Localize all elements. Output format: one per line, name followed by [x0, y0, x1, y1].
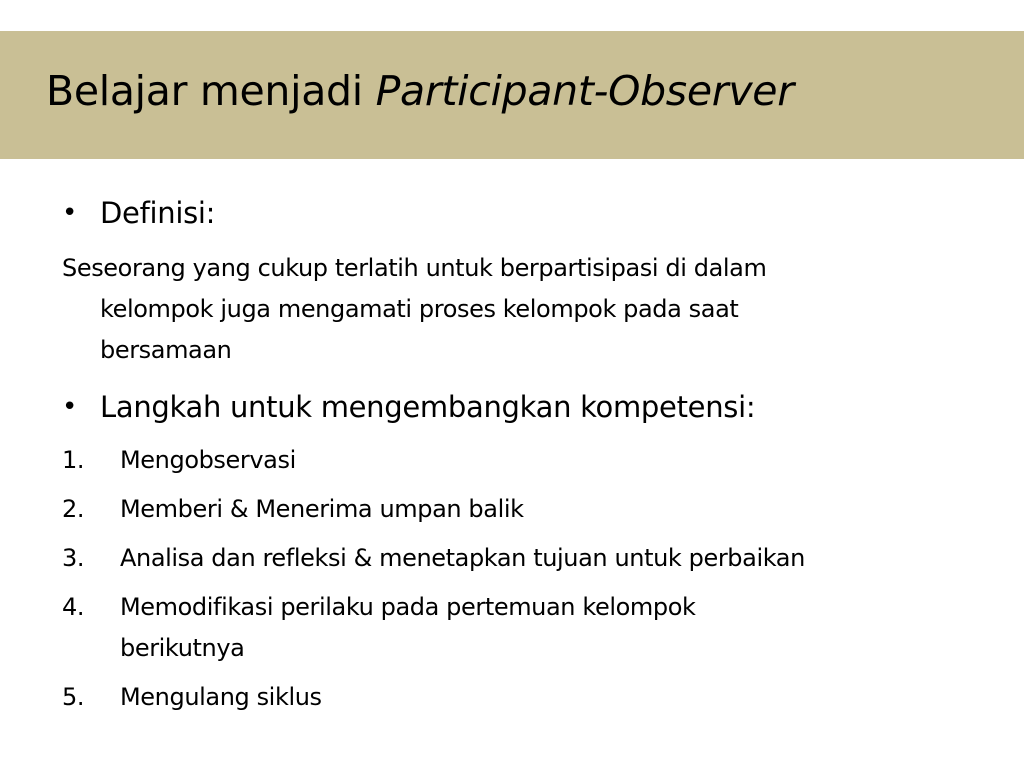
step-number: 3.	[62, 544, 85, 572]
bullet-definisi-text: Definisi:	[100, 196, 216, 230]
step-number: 1.	[62, 446, 85, 474]
slide-title-italic: Participant-Observer	[375, 67, 794, 115]
definition-line: bersamaan	[100, 336, 232, 364]
step-item	[62, 587, 805, 669]
bullet-marker: •	[62, 198, 78, 228]
step-item	[62, 677, 805, 718]
definition-line: kelompok juga mengamati proses kelompok pada saat	[100, 295, 739, 323]
step-number: 5.	[62, 683, 85, 711]
step-text: Mengulang siklus	[120, 683, 322, 711]
step-text: Memberi & Menerima umpan balik	[120, 495, 524, 523]
step-number: 4.	[62, 593, 85, 621]
step-item	[62, 489, 805, 530]
step-item	[62, 538, 805, 579]
step-text-continued: berikutnya	[120, 634, 245, 662]
definition-line: Seseorang yang cukup terlatih untuk berpartisipasi di dalam	[62, 254, 767, 282]
step-text: Memodifikasi perilaku pada pertemuan kelompok	[120, 593, 696, 621]
step-item	[62, 440, 805, 481]
step-text: Mengobservasi	[120, 446, 296, 474]
steps-list	[62, 440, 805, 726]
step-number: 2.	[62, 495, 85, 523]
step-text: Analisa dan refleksi & menetapkan tujuan untuk perbaikan	[120, 544, 805, 572]
bullet-marker: •	[62, 392, 78, 422]
definition-text	[62, 248, 962, 371]
bullet-langkah-text: Langkah untuk mengembangkan kompetensi:	[100, 390, 756, 424]
slide-title-plain: Belajar menjadi	[46, 67, 376, 115]
